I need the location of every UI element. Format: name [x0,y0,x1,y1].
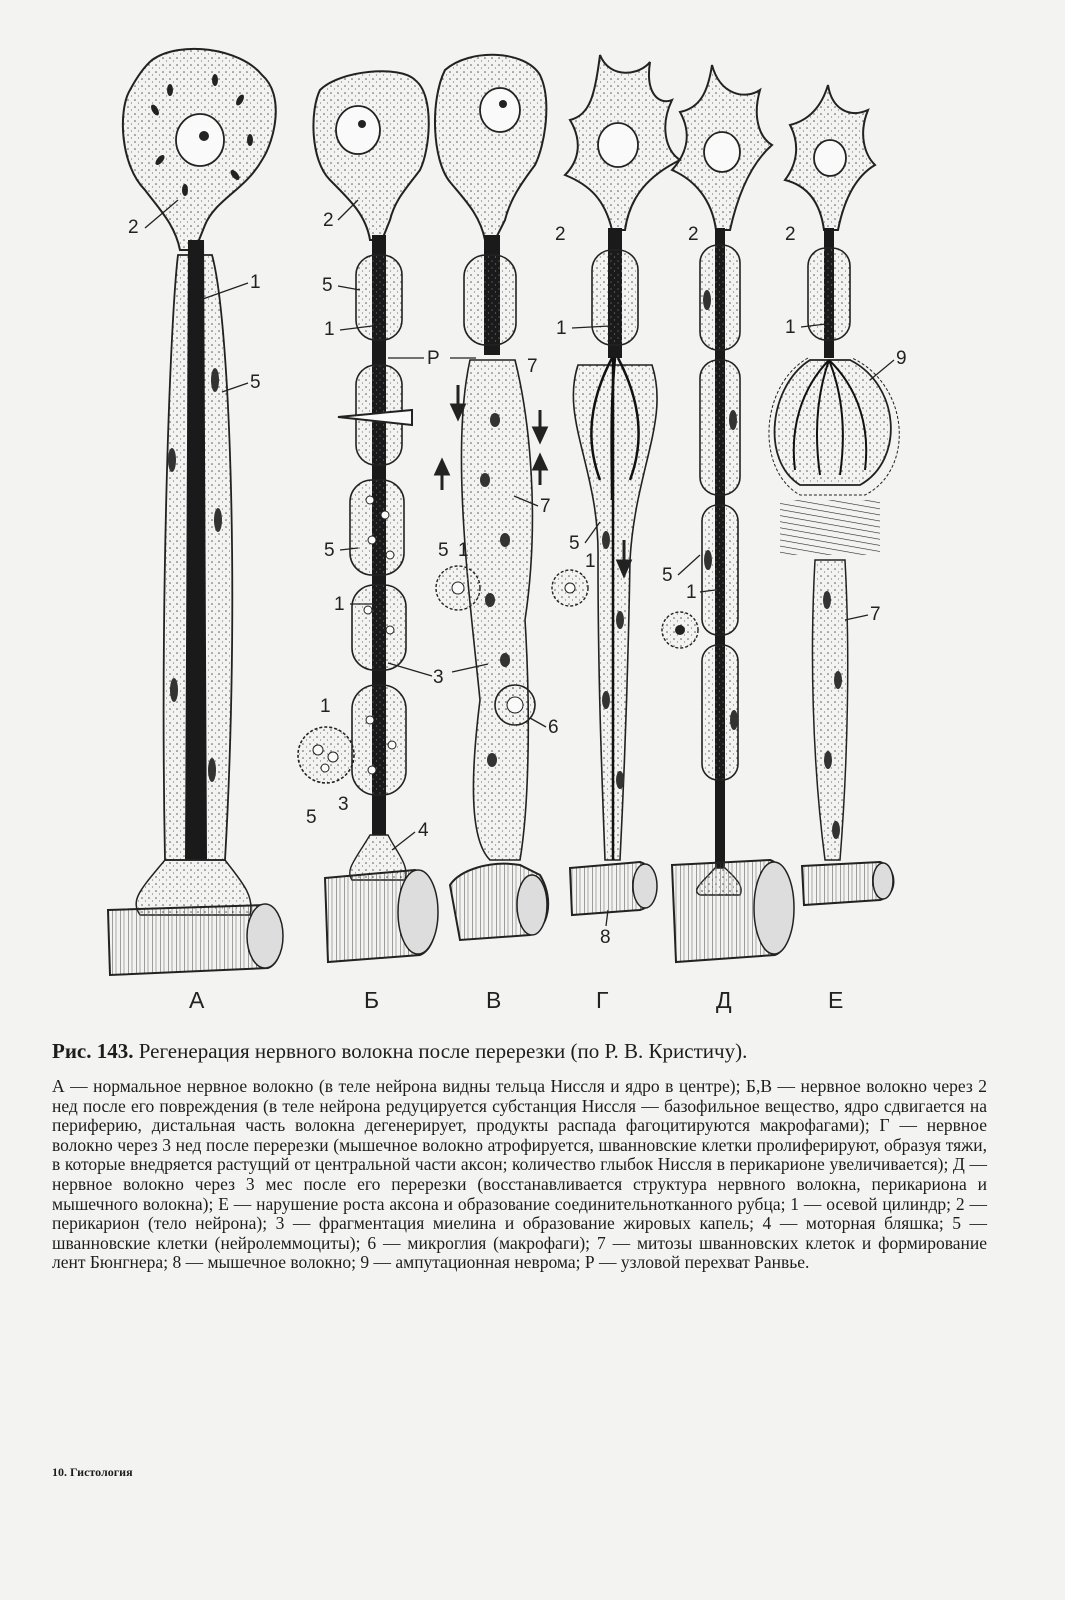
panel-letter-g: Г [596,987,609,1013]
figure-caption-body: А — нормальное нервное волокно (в теле нейрона видны тельца Ниссля и ядро в центре); Б,В — нервное волокно через 2 нед после его повреждения (в теле нейрона редуцируется субстанция Ниссля — базофильное вещество, ядро сдвигается на периферию, дистальная часть волокна дегенерирует, продукты распада фагоцитируются макрофагами); Г — нервное волокно через 3 нед после перерезки (мышечное волокно атрофируется, шванновские клетки пролиферируют, образуя тяжи, в которые внедряется растущий от центральной части аксон; количество глыбок Ниссля в перикарионе увеличивается); Д — нервное волокно через 3 мес после его перерезки (восстанавливается структура нервного волокна, перикариона и мышечного волокна); Е — нарушение роста аксона и образование соединительнотканного рубца; 1 — осевой цилиндр; 2 — перикарион (тело нейрона); 3 — фрагментация миелина и образование жировых капель; 4 — моторная бляшка; 5 — шванновские клетки (нейролеммоциты); 6 — микроглия (макрофаги); 7 — митозы шванновских клеток и формирование лент Бюнгнера; 8 — мышечное волокно; 9 — ампутационная неврома; Р — узловой перехват Ранвье. [52,1076,987,1273]
panel-letter-v: В [486,987,502,1013]
label-g-5: 5 [569,533,580,554]
label-g-1: 1 [556,318,567,339]
panel-a [108,49,283,1013]
label-b-1c: 1 [320,696,331,717]
label-e-1: 1 [785,317,796,338]
panel-d [662,65,794,1013]
label-v-7b: 7 [540,496,551,517]
label-v-5: 5 [438,540,449,561]
nucleus-a [176,114,224,166]
panel-letter-a: А [189,987,205,1013]
label-b-1b: 1 [334,594,345,615]
neuroma-e [775,360,891,485]
figure-title: Регенерация нервного волокна после перерезки (по Р. В. Кристичу). [138,1039,748,1063]
label-b-5: 5 [322,275,333,296]
label-v-3: 3 [433,667,444,688]
scar-e [780,500,880,555]
axon-a [185,240,207,860]
label-e-2: 2 [785,224,796,245]
label-b-1a: 1 [324,319,335,340]
perikaryon-v [435,55,546,240]
label-d-5: 5 [662,565,673,586]
label-b-5b: 5 [324,540,335,561]
label-b-3: 3 [338,794,349,815]
label-b-4: 4 [418,820,429,841]
figure-number: Рис. 143. [52,1039,134,1063]
label-b-p: Р [427,348,440,369]
panel-letter-d: Д [716,987,732,1013]
panel-letter-e: Е [828,987,844,1013]
label-b-2: 2 [323,210,334,231]
label-e-7: 7 [870,604,881,625]
label-g-2: 2 [555,224,566,245]
panel-letter-b: Б [364,987,380,1013]
label-d-1: 1 [686,582,697,603]
panel-g [552,55,680,1013]
label-a-1: 1 [250,272,261,293]
label-v-6: 6 [548,717,559,738]
label-e-9: 9 [896,348,907,369]
label-g-8: 8 [600,927,611,948]
label-b-5c: 5 [306,807,317,828]
label-a-2: 2 [128,217,139,238]
panel-e [769,85,907,1013]
page-footer: 10. Гистология [52,1465,133,1479]
label-d-2: 2 [688,224,699,245]
figure-caption-title [52,1038,1012,1064]
label-g-1b: 1 [585,551,596,572]
label-v-7a: 7 [527,356,538,377]
label-a-5: 5 [250,372,261,393]
panel-b [298,71,476,1013]
label-v-1: 1 [458,540,469,561]
